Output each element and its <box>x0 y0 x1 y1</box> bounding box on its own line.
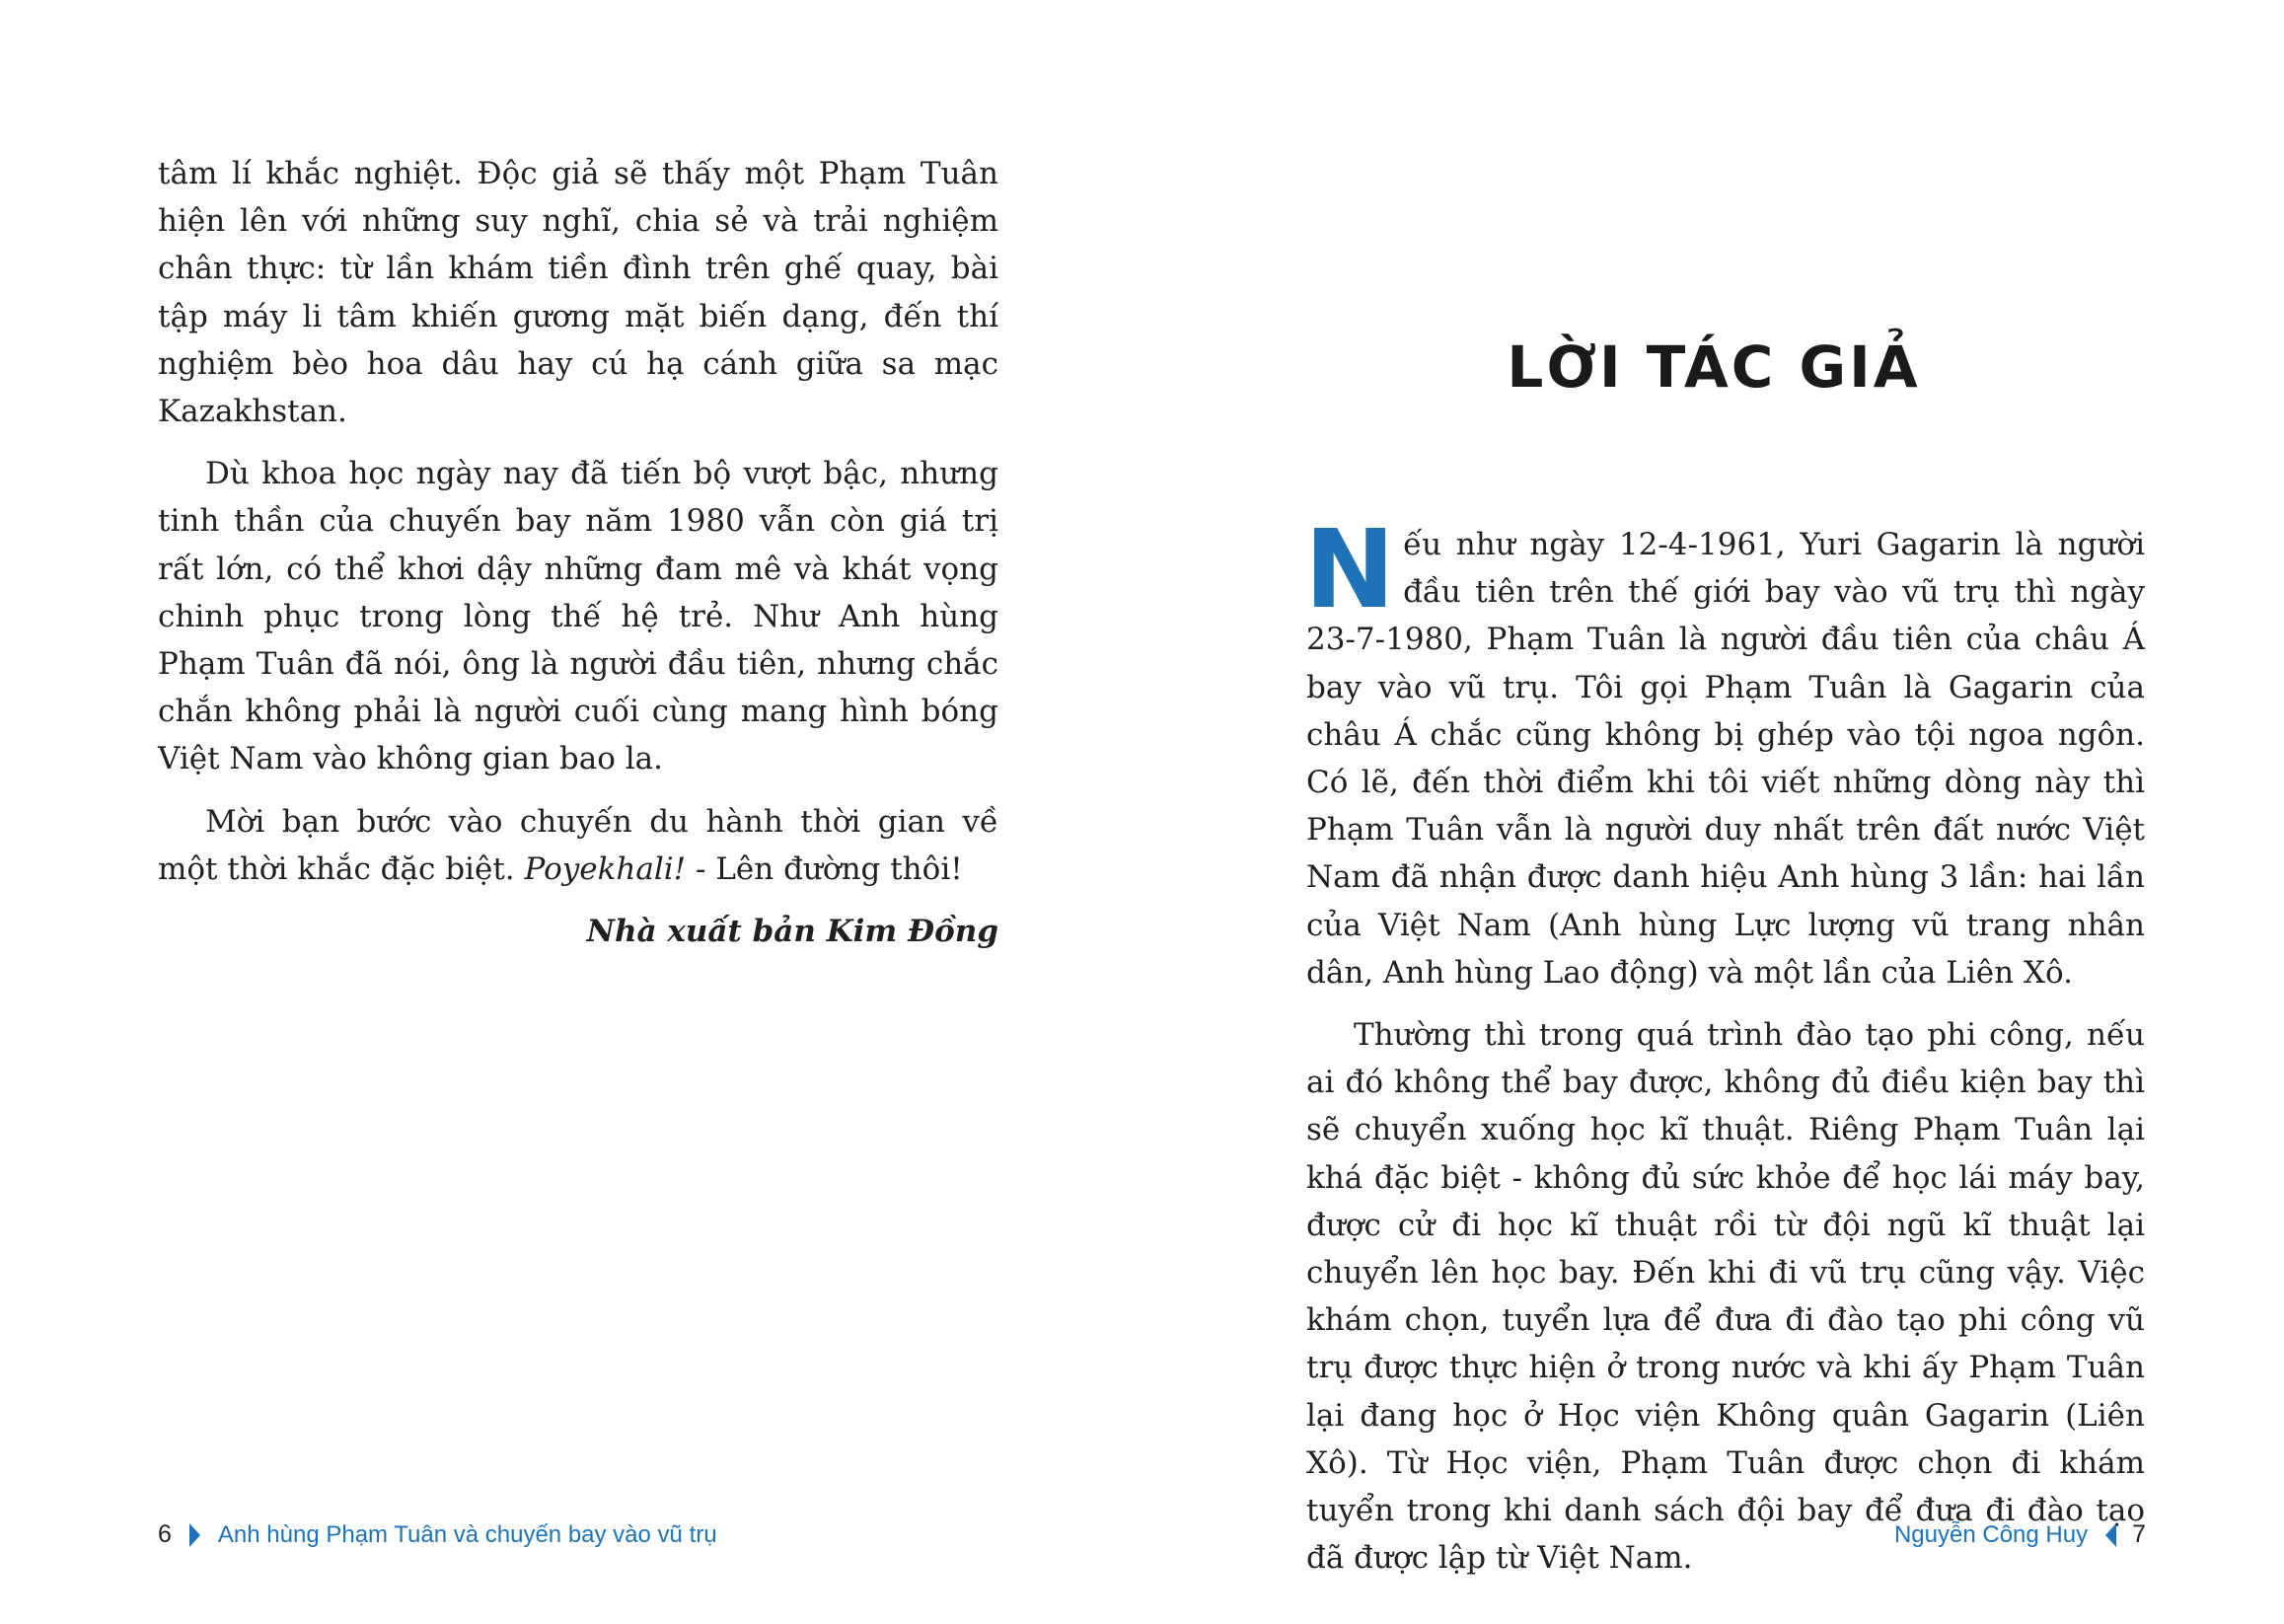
left-page-text <box>158 150 998 955</box>
paragraph: Thường thì trong quá trình đào tạo phi công, nếu ai đó không thể bay được, không đủ điều kiện bay thì sẽ chuyển xuống học kĩ thuật. Riêng Phạm Tuân lại khá đặc biệt - không đủ sức khỏe để học lái máy bay, được cử đi học kĩ thuật rồi từ đội ngũ kĩ thuật lại chuyển lên học bay. Đến khi đi vũ trụ cũng vậy. Việc khám chọn, tuyển lựa để đưa đi đào tạo phi công vũ trụ được thực hiện ở trong nước và khi ấy Phạm Tuân lại đang học ở Học viện Không quân Gagarin (Liên Xô). Từ Học viện, Phạm Tuân được chọn đi khám tuyển trong khi danh sách đội bay để đưa đi đào tạo đã được lập từ Việt Nam. <box>1306 1017 2145 1577</box>
running-head-book-title: Anh hùng Phạm Tuân và chuyến bay vào vũ trụ <box>217 1520 717 1548</box>
page-number: 7 <box>2132 1520 2146 1548</box>
drop-cap: N <box>1304 506 1396 632</box>
paragraph-first-text: ếu như ngày 12-4-1961, Yuri Gagarin là người đầu tiên trên thế giới bay vào vũ trụ thì ngày 23-7-1980, Phạm Tuân là người đầu tiên của châu Á bay vào vũ trụ. Tôi gọi Phạm Tuân là Gagarin của châu Á chắc cũng không bị ghép vào tội ngoa ngôn. Có lẽ, đến thời điểm khi tôi viết những dòng này thì Phạm Tuân vẫn là người duy nhất trên đất nước Việt Nam đã nhận được danh hiệu Anh hùng 3 lần: hai lần của Việt Nam (Anh hùng Lực lượng vũ trang nhân dân, Anh hùng Lao động) và một lần của Liên Xô. <box>1306 527 2145 991</box>
left-footer <box>158 1520 717 1549</box>
paragraph-first <box>1304 506 2145 997</box>
closing-text-italic: Poyekhali! <box>524 850 687 887</box>
right-page <box>1142 0 2284 1624</box>
right-page-text <box>1304 506 2145 1596</box>
paragraph: Dù khoa học ngày nay đã tiến bộ vượt bậc, nhưng tinh thần của chuyến bay năm 1980 vẫn còn giá trị rất lớn, có thể khơi dậy những đam mê và khát vọng chinh phục trong lòng thế hệ trẻ. Như Anh hùng Phạm Tuân đã nói, ông là người đầu tiên, nhưng chắc chắn không phải là người cuối cùng mang hình bóng Việt Nam vào không gian bao la. <box>158 456 998 777</box>
triangle-left-icon <box>2105 1523 2116 1547</box>
chapter-title: LỜI TÁC GIẢ <box>1507 333 1921 401</box>
closing-text-end: - Lên đường thôi! <box>686 850 963 887</box>
paragraph: tâm lí khắc nghiệt. Độc giả sẽ thấy một Phạm Tuân hiện lên với những suy nghĩ, chia sẻ và trải nghiệm chân thực: từ lần khám tiền đình trên ghế quay, bài tập máy li tâm khiến gương mặt biến dạng, đến thí nghiệm bèo hoa dâu hay cú hạ cánh giữa sa mạc Kazakhstan. <box>158 156 998 430</box>
publisher-signature: Nhà xuất bản Kim Đồng <box>586 914 998 950</box>
running-head-author: Nguyễn Công Huy <box>1893 1520 2089 1548</box>
right-footer <box>1894 1520 2146 1549</box>
page-number: 6 <box>158 1520 172 1548</box>
triangle-right-icon <box>189 1523 200 1547</box>
paragraph-closing <box>158 798 998 893</box>
closing-text-start: Mời bạn bước vào chuyến du hành thời gian về một thời khắc đặc biệt. <box>158 803 998 887</box>
